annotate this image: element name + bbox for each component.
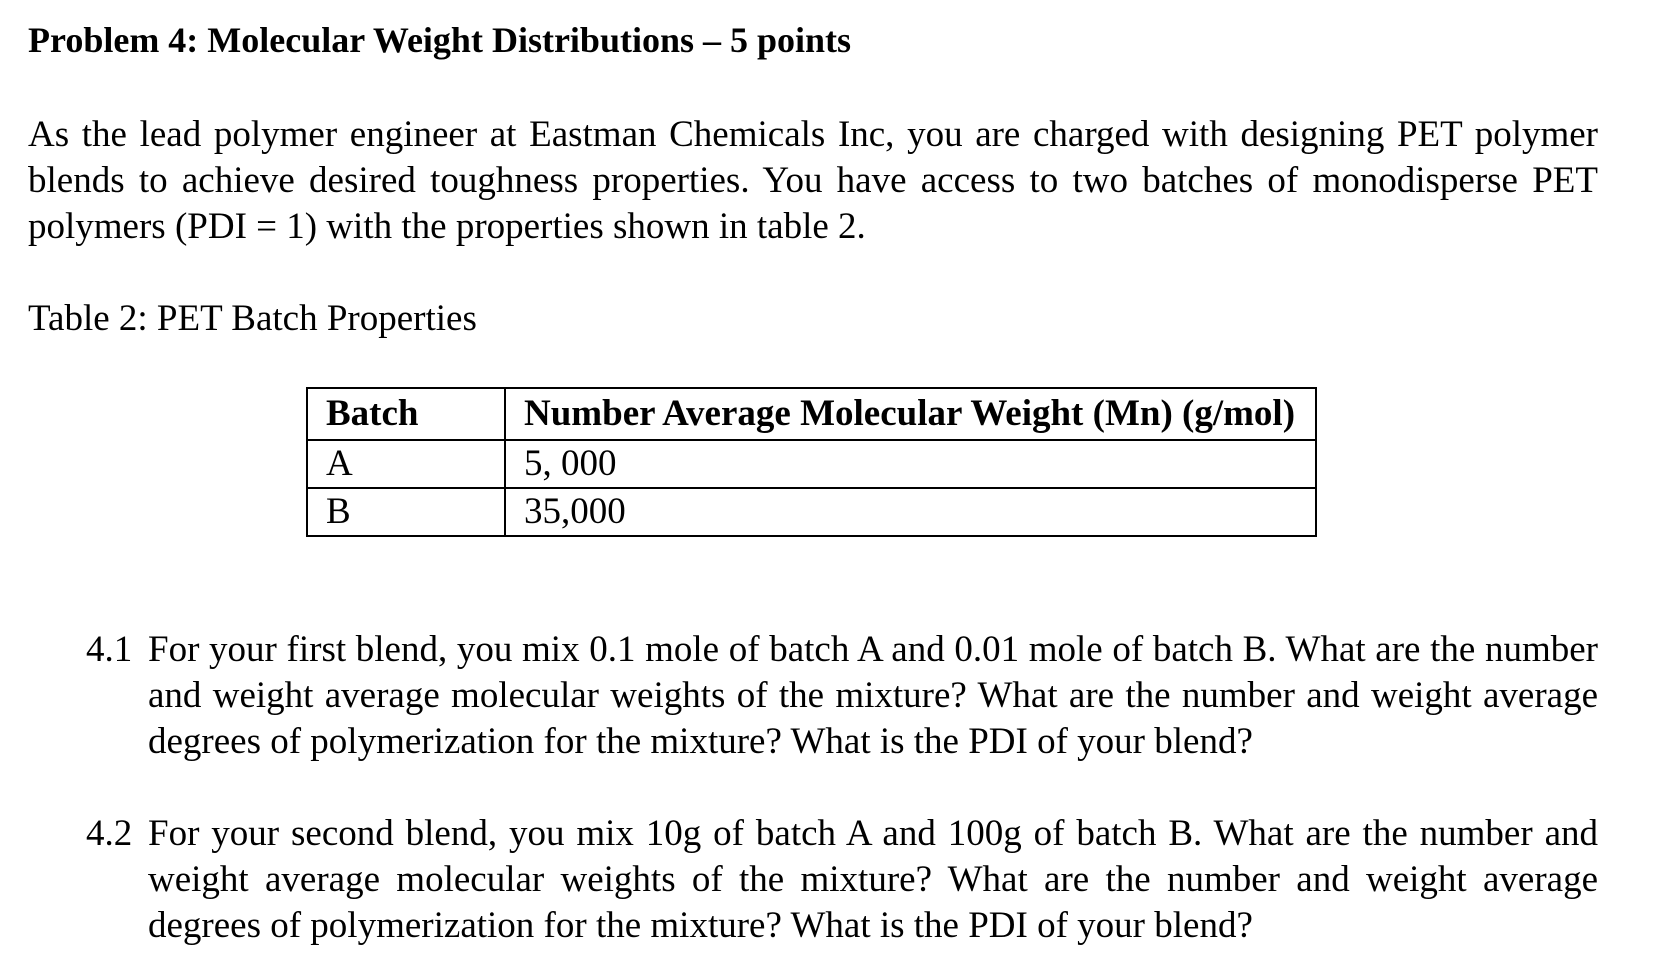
batch-cell: B [307,488,505,536]
problem-title: Problem 4: Molecular Weight Distributions – 5 points [28,20,852,60]
table-row [307,440,1316,488]
header-mn: Number Average Molecular Weight (Mn) (g/mol) [505,388,1316,440]
mn-cell: 5, 000 [505,440,1316,488]
problem-intro: As the lead polymer engineer at Eastman Chemicals Inc, you are charged with designing PET polymer blends to achieve desired toughness properties. You have access to two batches of monodisperse PET polymers (PDI = 1) with the properties shown in table 2. [28,114,1598,247]
question-4-1 [86,627,1598,765]
question-number: 4.1 [86,629,133,670]
batch-cell: A [307,440,505,488]
table-caption: Table 2: PET Batch Properties [28,298,477,339]
mn-cell: 35,000 [505,488,1316,536]
question-number: 4.2 [86,813,133,854]
question-4-2 [86,811,1598,949]
header-batch: Batch [307,388,505,440]
table-header-row [307,388,1316,440]
question-text: For your first blend, you mix 0.1 mole of batch A and 0.01 mole of batch B. What are the number and weight average molecular weights of the mixture? What are the number and weight average degrees of polymerization for the mixture? What is the PDI of your blend? [148,629,1598,762]
question-text: For your second blend, you mix 10g of batch A and 100g of batch B. What are the number and weight average molecular weights of the mixture? What are the number and weight average degrees of polymerization for the mixture? What is the PDI of your blend? [148,813,1598,946]
batch-properties-table [306,387,1317,537]
table-row [307,488,1316,536]
